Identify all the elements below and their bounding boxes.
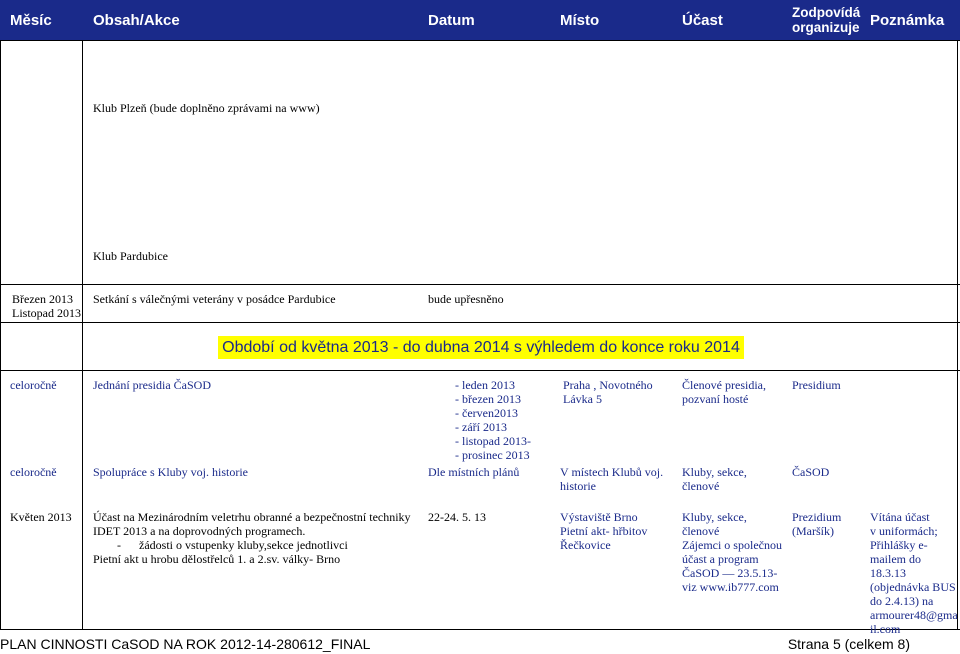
presidium-obsah: Jednání presidia ČaSOD [93,378,211,392]
idet-poznamka-5: 18.3.13 [870,566,906,580]
idet-zodpovida-2: (Maršík) [792,524,834,538]
spoluprace-datum: Dle místních plánů [428,465,520,479]
grid-line [82,40,83,629]
idet-obsah-2: IDET 2013 a na doprovodných programech. [93,524,306,538]
grid-line [0,322,960,323]
presidium-ucast-2: pozvaní hosté [682,392,749,406]
presidium-ucast-1: Členové presidia, [682,378,766,392]
header-misto: Místo [560,11,600,29]
idet-mesic: Květen 2013 [10,510,72,524]
presidium-datum-2: - březen 2013 [455,392,521,406]
idet-misto-1: Výstaviště Brno [560,510,638,524]
grid-line [0,40,960,41]
idet-obsah-3: - žádosti o vstupenky kluby,sekce jednotlivci [117,538,348,552]
header-datum: Datum [428,11,475,29]
grid-line [957,40,958,629]
header-mesic: Měsíc [10,11,52,29]
idet-ucast-1: Kluby, sekce, [682,510,747,524]
veterani-obsah: Setkání s válečnými veterány v posádce Pardubice [93,292,336,306]
spoluprace-misto-1: V místech Klubů voj. [560,465,664,479]
spoluprace-obsah: Spolupráce s Kluby voj. historie [93,465,248,479]
grid-line [0,629,960,630]
idet-poznamka-2: v uniformách; [870,524,938,538]
table-header [0,0,960,40]
grid-line [0,40,1,629]
header-ucast: Účast [682,11,723,29]
presidium-misto-1: Praha , Novotného [563,378,653,392]
presidium-mesic: celoročně [10,378,57,392]
idet-zodpovida-1: Prezidium [792,510,842,524]
presidium-zodpovida: Presidium [792,378,841,392]
header-obsah: Obsah/Akce [93,11,180,29]
spoluprace-ucast-1: Kluby, sekce, [682,465,747,479]
idet-ucast-4: účast a program [682,552,759,566]
veterani-mesic-1: Březen 2013 [12,292,73,306]
idet-poznamka-8[interactable]: armourer48@gma [870,608,958,622]
idet-misto-2: Pietní akt- hřbitov [560,524,648,538]
idet-ucast-2: členové [682,524,720,538]
presidium-datum-1: - leden 2013 [455,378,515,392]
idet-ucast-6[interactable]: viz www.ib777.com [682,580,779,594]
grid-line [0,284,960,285]
idet-poznamka-3: Přihlášky e- [870,538,928,552]
idet-poznamka-9[interactable]: il.com [870,622,901,636]
row-klub-plzen: Klub Plzeň (bude doplněno zprávami na www) [93,101,320,115]
header-zodpovida-line1: Zodpovídá [792,5,861,20]
grid-line [0,370,960,371]
idet-misto-3: Řečkovice [560,538,611,552]
idet-poznamka-1: Vítána účast [870,510,930,524]
row-klub-pardubice: Klub Pardubice [93,249,168,263]
footer-document-name: PLAN CINNOSTI CaSOD NA ROK 2012-14-280612_FINAL [0,636,371,652]
spoluprace-mesic: celoročně [10,465,57,479]
presidium-datum-6: - prosinec 2013 [455,448,530,462]
header-zodpovida-line2: organizuje [792,20,860,35]
idet-poznamka-6: (objednávka BUS [870,580,956,594]
idet-ucast-3: Zájemci o společnou [682,538,782,552]
footer-page-number: Strana 5 (celkem 8) [787,636,910,652]
idet-datum: 22-24. 5. 13 [428,510,486,524]
header-zodpovida [792,0,860,40]
idet-ucast-5: ČaSOD — 23.5.13- [682,566,778,580]
idet-poznamka-7: do 2.4.13) na [870,594,934,608]
period-banner: Období od května 2013 - do dubna 2014 s výhledem do konce roku 2014 [218,336,744,359]
spoluprace-ucast-2: členové [682,479,720,493]
idet-obsah-1: Účast na Mezinárodním veletrhu obranné a bezpečnostní techniky [93,510,411,524]
veterani-datum: bude upřesněno [428,292,504,306]
idet-poznamka-4: mailem do [870,552,921,566]
spoluprace-misto-2: historie [560,479,596,493]
presidium-datum-4: - září 2013 [455,420,507,434]
veterani-mesic-2: Listopad 2013 [12,306,81,320]
header-poznamka: Poznámka [870,11,945,29]
presidium-datum-5: - listopad 2013- [455,434,531,448]
idet-obsah-4: Pietní akt u hrobu dělostřelců 1. a 2.sv. války- Brno [93,552,341,566]
presidium-datum-3: - červen2013 [455,406,518,420]
presidium-misto-2: Lávka 5 [563,392,602,406]
spoluprace-zodpovida: ČaSOD [792,465,830,479]
